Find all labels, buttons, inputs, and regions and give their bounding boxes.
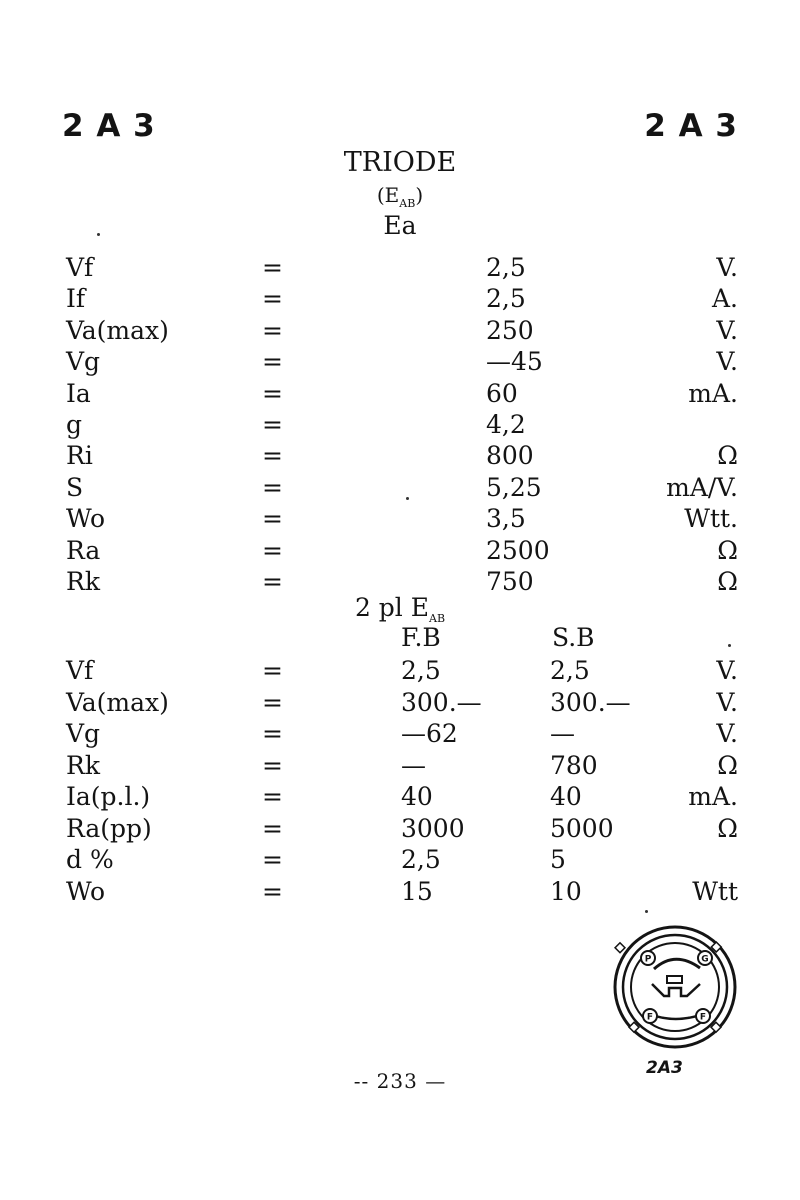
fixed-bias-value: 2,5	[401, 845, 441, 874]
param-unit: V.	[716, 687, 738, 717]
header-left-tube-type: 2 A 3	[62, 108, 156, 144]
equals-sign: =	[262, 504, 283, 534]
param-unit: V.	[716, 315, 738, 345]
pin-label-bottom-right: F	[699, 1012, 707, 1023]
page-title: TRIODE	[343, 147, 457, 178]
param-label: Ra	[66, 535, 101, 565]
push-pull-spec-row	[0, 845, 800, 876]
equals-sign: =	[262, 315, 283, 345]
param-label: Ri	[66, 441, 93, 471]
param-label: Ia(p.l.)	[66, 782, 151, 811]
fixed-bias-value: 3000	[401, 813, 465, 843]
section2-heading-subscript: AB	[429, 612, 446, 625]
push-pull-spec-row	[0, 782, 800, 813]
self-bias-value: 5000	[550, 813, 614, 843]
param-value: 2,5	[486, 284, 526, 314]
diagram-caption: 2A3	[646, 1058, 683, 1078]
param-unit: Wtt	[692, 876, 738, 906]
equals-sign: =	[262, 876, 283, 906]
spec-row	[0, 379, 800, 410]
push-pull-spec-row	[0, 656, 800, 687]
param-unit: A.	[711, 284, 738, 314]
param-unit: Ω	[717, 535, 738, 565]
equals-sign: =	[262, 441, 283, 471]
equals-sign: =	[262, 253, 283, 282]
page-subtitle	[0, 183, 800, 210]
spec-row	[0, 410, 800, 441]
section2-heading	[0, 593, 800, 625]
param-unit: Ω	[717, 567, 738, 596]
param-label: Va(max)	[66, 687, 169, 717]
param-label: Rk	[66, 567, 100, 596]
fixed-bias-value: 15	[401, 876, 433, 906]
param-unit: Ω	[717, 813, 738, 843]
self-bias-value: 40	[550, 782, 582, 811]
param-unit: V.	[716, 719, 738, 748]
param-unit: Ω	[717, 750, 738, 780]
equals-sign: =	[262, 719, 283, 748]
param-value: 4,2	[486, 410, 526, 439]
spec-row	[0, 253, 800, 284]
param-label: If	[66, 284, 86, 314]
self-bias-value: 10	[550, 876, 582, 906]
scan-speck	[728, 644, 731, 647]
subtitle-text: (E	[376, 183, 400, 207]
section1-heading: Ea	[383, 211, 417, 240]
equals-sign: =	[262, 567, 283, 596]
param-value: 250	[486, 315, 534, 345]
subtitle-close: )	[415, 183, 424, 207]
fixed-bias-value: 40	[401, 782, 433, 811]
equals-sign: =	[262, 656, 283, 685]
scan-speck	[406, 497, 409, 500]
pin-label-bottom-left: F	[646, 1012, 654, 1023]
param-label: Ia	[66, 378, 91, 408]
param-value: 5,25	[486, 472, 542, 502]
spec-row	[0, 504, 800, 535]
param-unit: mA.	[688, 378, 738, 408]
equals-sign: =	[262, 472, 283, 502]
param-label: Vg	[66, 719, 101, 748]
param-label: Vf	[66, 253, 94, 282]
param-label: Ra(pp)	[66, 813, 152, 843]
param-label: Wo	[66, 504, 106, 534]
self-bias-value: 300.—	[550, 687, 631, 717]
param-unit: mA/V.	[666, 472, 738, 502]
column-header-sb: S.B	[552, 623, 595, 652]
param-label: Va(max)	[66, 315, 169, 345]
push-pull-spec-row	[0, 751, 800, 782]
param-value: 2500	[486, 535, 550, 565]
param-value: 60	[486, 378, 518, 408]
scan-speck	[645, 910, 648, 913]
param-unit: Wtt.	[684, 504, 738, 534]
self-bias-value: 780	[550, 750, 598, 780]
self-bias-value: 5	[550, 845, 566, 874]
header-right-tube-type: 2 A 3	[644, 108, 738, 144]
fixed-bias-value: 300.—	[401, 687, 482, 717]
pin-label-top-left: P	[644, 954, 652, 965]
push-pull-spec-row	[0, 877, 800, 908]
spec-row	[0, 284, 800, 315]
tube-base-pinout-diagram	[612, 924, 738, 1050]
pin-label-top-right: G	[701, 954, 709, 965]
param-value: 800	[486, 441, 534, 471]
equals-sign: =	[262, 535, 283, 565]
fixed-bias-value: —62	[401, 719, 458, 748]
subtitle-subscript: AB	[399, 197, 416, 210]
equals-sign: =	[262, 782, 283, 811]
param-unit: V.	[716, 656, 738, 685]
param-unit: Ω	[717, 441, 738, 471]
spec-row	[0, 536, 800, 567]
param-label: S	[66, 472, 84, 502]
equals-sign: =	[262, 410, 283, 439]
self-bias-value: —	[550, 719, 575, 748]
param-label: d %	[66, 845, 114, 874]
equals-sign: =	[262, 813, 283, 843]
spec-row	[0, 473, 800, 504]
fixed-bias-value: —	[401, 750, 426, 780]
param-unit: V.	[716, 253, 738, 282]
push-pull-spec-row	[0, 688, 800, 719]
fixed-bias-value: 2,5	[401, 656, 441, 685]
param-value: 3,5	[486, 504, 526, 534]
section2-heading-text: 2 pl E	[354, 593, 430, 622]
param-label: g	[66, 410, 83, 439]
spec-row	[0, 347, 800, 378]
equals-sign: =	[262, 687, 283, 717]
param-unit: V.	[716, 347, 738, 377]
param-value: —45	[486, 347, 543, 377]
column-header-fb: F.B	[401, 623, 441, 652]
param-label: Wo	[66, 876, 106, 906]
spec-row	[0, 441, 800, 472]
spec-row	[0, 316, 800, 347]
push-pull-spec-row	[0, 719, 800, 750]
self-bias-value: 2,5	[550, 656, 590, 685]
param-value: 2,5	[486, 253, 526, 282]
equals-sign: =	[262, 347, 283, 377]
param-unit: mA.	[688, 782, 738, 811]
param-value: 750	[486, 567, 534, 596]
page-number: -- 233 —	[353, 1069, 447, 1093]
equals-sign: =	[262, 845, 283, 874]
param-label: Rk	[66, 750, 100, 780]
param-label: Vf	[66, 656, 94, 685]
equals-sign: =	[262, 284, 283, 314]
push-pull-spec-row	[0, 814, 800, 845]
equals-sign: =	[262, 750, 283, 780]
scan-speck	[97, 233, 100, 236]
param-label: Vg	[66, 347, 101, 377]
socket-diagram-icon	[612, 924, 738, 1050]
equals-sign: =	[262, 378, 283, 408]
